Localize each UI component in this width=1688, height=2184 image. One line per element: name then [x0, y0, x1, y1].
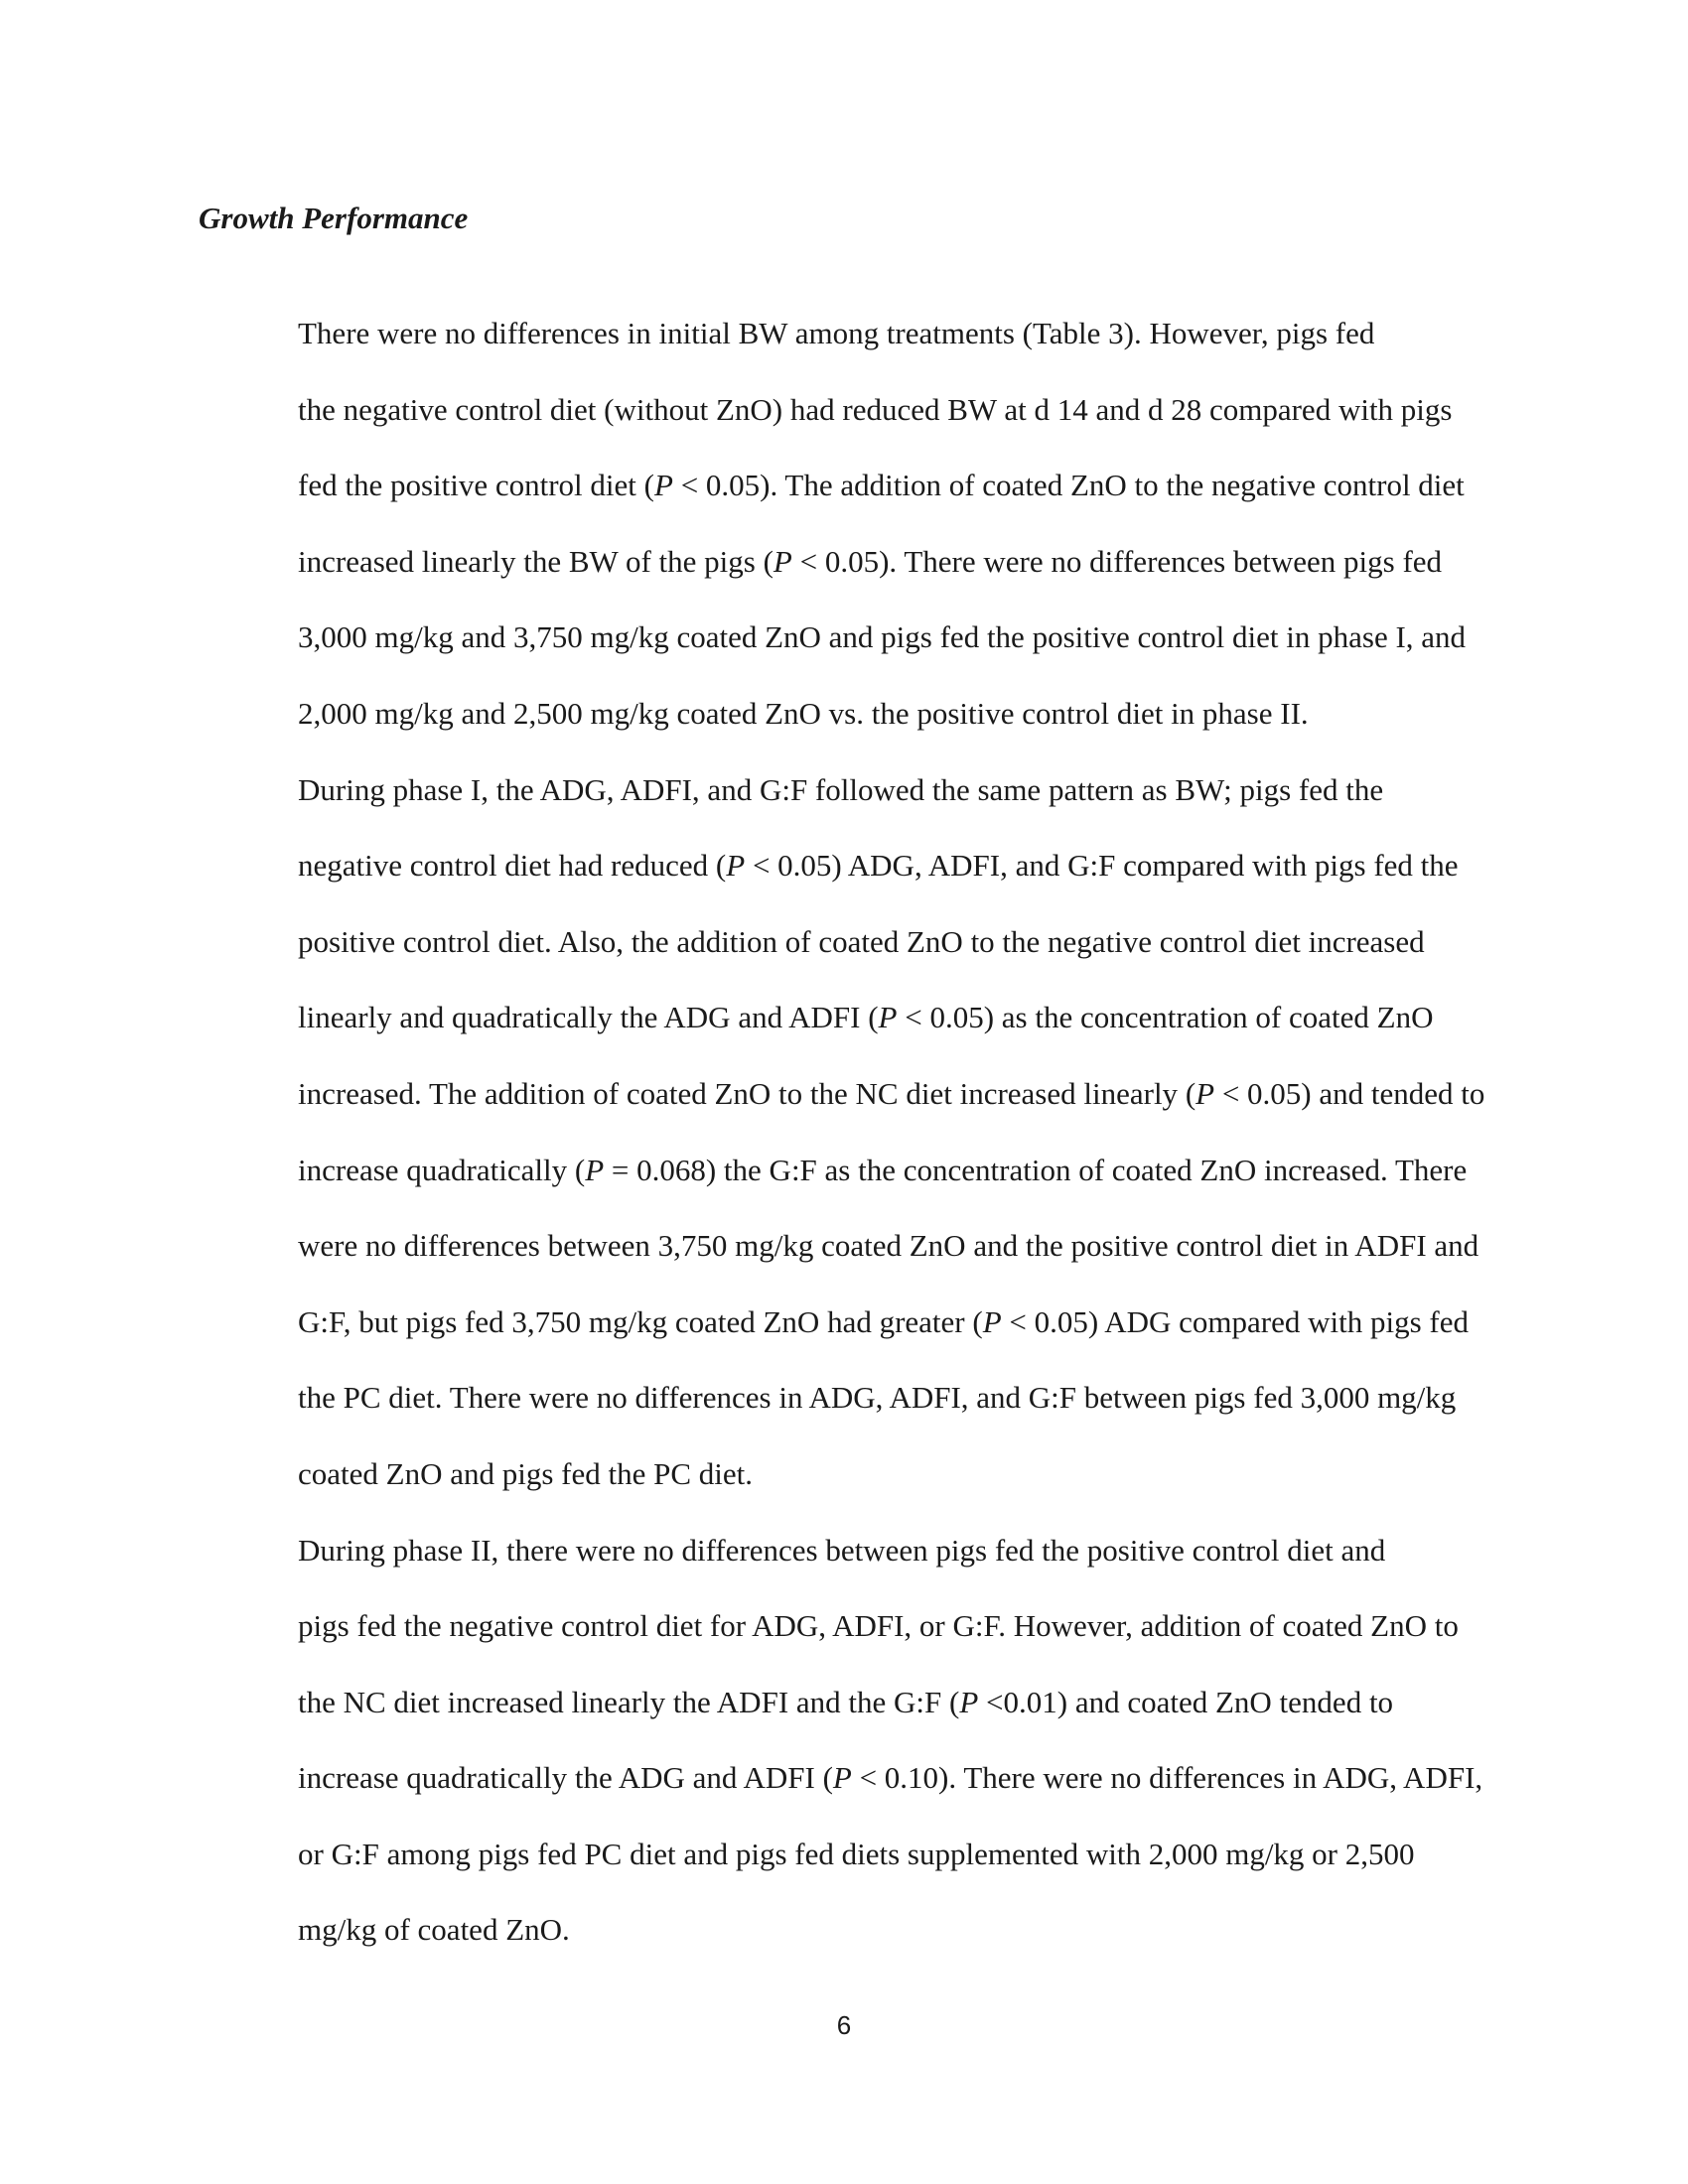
section-heading: Growth Performance — [199, 201, 469, 235]
text-line: or G:F among pigs fed PC diet and pigs fed diets supplemented with 2,000 mg/kg or 2,500 — [298, 1836, 1415, 1871]
text-line: increased linearly the BW of the pigs (P < 0.05). There were no differences between pigs fed — [298, 543, 1443, 579]
text-line: the PC diet. There were no differences in ADG, ADFI, and G:F between pigs fed 3,000 mg/kg — [298, 1380, 1457, 1416]
text-line: linearly and quadratically the ADG and ADFI (P < 0.05) as the concentration of coated ZnO — [298, 1000, 1434, 1035]
paragraph-bw — [199, 296, 1489, 752]
text-line: increased. The addition of coated ZnO to the NC diet increased linearly (P < 0.05) and tended to — [298, 1075, 1485, 1111]
text-line: mg/kg of coated ZnO. — [298, 1912, 570, 1948]
text-line: coated ZnO and pigs fed the PC diet. — [298, 1455, 754, 1491]
text-line: the NC diet increased linearly the ADFI and the G:F (P <0.01) and coated ZnO tended to — [298, 1684, 1394, 1719]
text-line: G:F, but pigs fed 3,750 mg/kg coated ZnO had greater (P < 0.05) ADG compared with pigs fed — [298, 1303, 1469, 1339]
text-line: increase quadratically (P = 0.068) the G:F as the concentration of coated ZnO increased. There — [298, 1152, 1468, 1187]
paragraph-phase-2 — [199, 1513, 1489, 1970]
text-line: increase quadratically the ADG and ADFI (P < 0.10). There were no differences in ADG, ADFI, — [298, 1760, 1483, 1796]
text-line: 3,000 mg/kg and 3,750 mg/kg coated ZnO and pigs fed the positive control diet in phase I, and — [298, 619, 1467, 655]
text-line: pigs fed the negative control diet for ADG, ADFI, or G:F. However, addition of coated ZnO to — [298, 1608, 1459, 1644]
text-line: During phase II, there were no differences between pigs fed the positive control diet and — [298, 1532, 1386, 1568]
paragraph-phase-1 — [199, 752, 1489, 1513]
text-line: positive control diet. Also, the addition of coated ZnO to the negative control diet increased — [298, 923, 1425, 959]
text-line: During phase I, the ADG, ADFI, and G:F followed the same pattern as BW; pigs fed the — [298, 771, 1384, 807]
text-line: the negative control diet (without ZnO) had reduced BW at d 14 and d 28 compared with pigs — [298, 391, 1453, 427]
text-line: 2,000 mg/kg and 2,500 mg/kg coated ZnO vs. the positive control diet in phase II. — [298, 695, 1309, 731]
page-number: 6 — [836, 2010, 852, 2040]
text-line: fed the positive control diet (P < 0.05). The addition of coated ZnO to the negative control diet — [298, 468, 1465, 503]
text-line: negative control diet had reduced (P < 0.05) ADG, ADFI, and G:F compared with pigs fed the — [298, 848, 1459, 884]
text-line: There were no differences in initial BW among treatments (Table 3). However, pigs fed — [298, 316, 1375, 350]
body-text — [199, 296, 1489, 1969]
text-line: were no differences between 3,750 mg/kg coated ZnO and the positive control diet in ADFI and — [298, 1228, 1479, 1264]
